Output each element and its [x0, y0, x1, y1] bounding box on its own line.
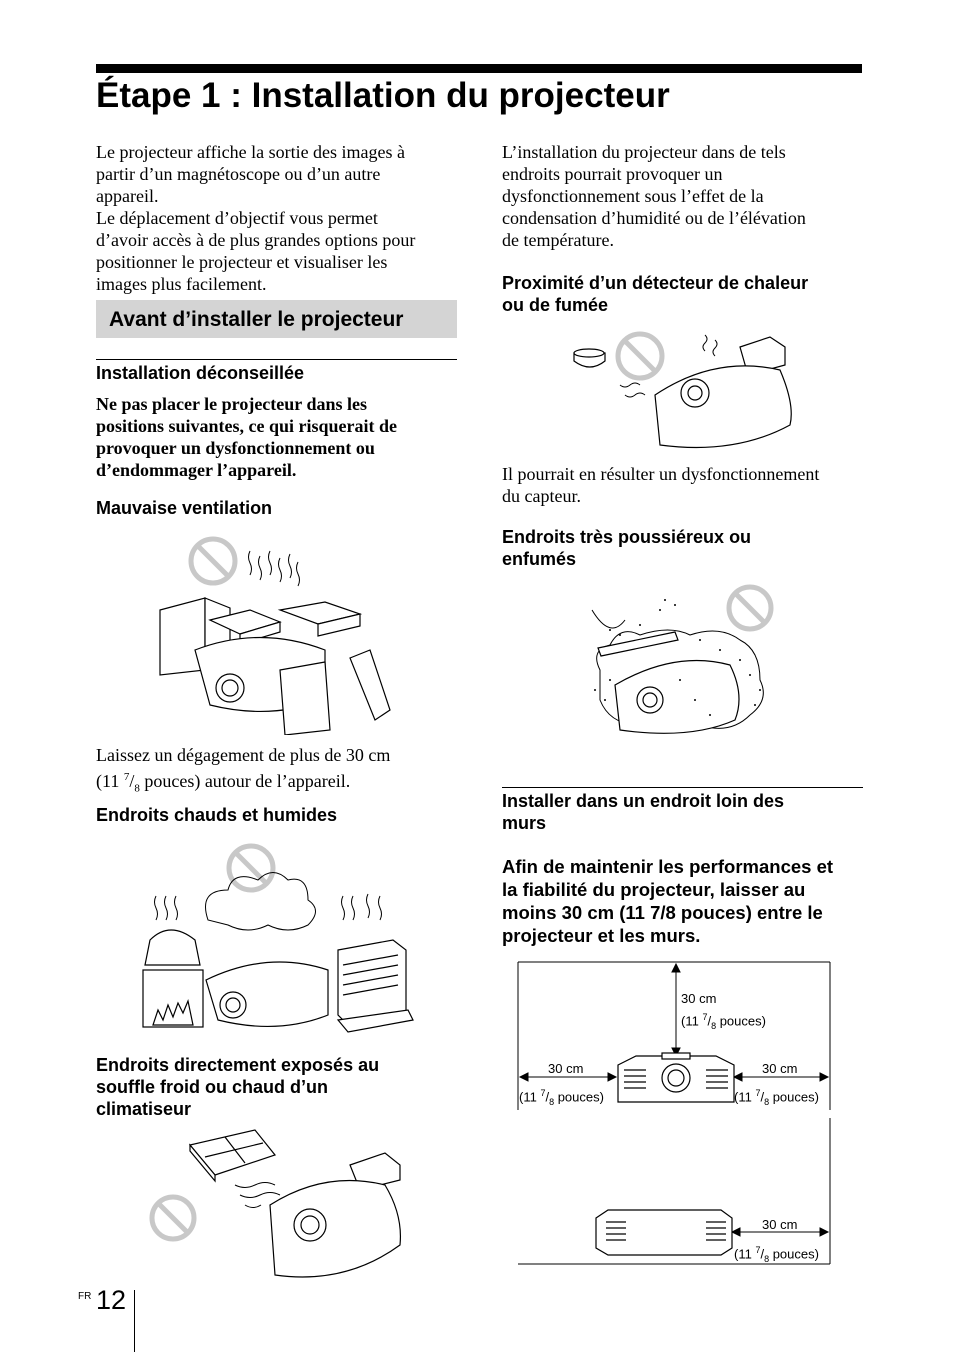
detector-line: Il pourrait en résulter un dysfonctionnement: [502, 464, 820, 484]
divider: [502, 787, 863, 788]
fraction-num: 7: [702, 1012, 708, 1022]
label-top-inch: [681, 1009, 766, 1034]
intro-line: images plus facilement.: [96, 274, 267, 294]
label-side-cm: 30 cm: [762, 1217, 798, 1232]
fraction-den: 8: [549, 1096, 555, 1107]
text-fragment: (11: [734, 1089, 756, 1105]
detector-line: du capteur.: [502, 486, 581, 506]
heading-line: Endroits directement exposés au: [96, 1055, 380, 1075]
heading-line: murs: [502, 813, 547, 833]
text-fragment: pouces): [716, 1013, 766, 1029]
intro-paragraph: [96, 141, 466, 295]
intro-line: appareil.: [96, 186, 159, 206]
fraction-slash: /: [707, 1013, 712, 1029]
text-fragment: pouces) autour de l’appareil.: [139, 771, 351, 791]
label-right-inch: [734, 1085, 819, 1110]
air-conditioner-illustration: [145, 1125, 410, 1285]
heading-hot-humid: Endroits chauds et humides: [96, 805, 338, 825]
smoke-detector-illustration: [570, 325, 795, 455]
heading-smoke-detector: [502, 272, 872, 316]
text-fragment: (11: [734, 1246, 756, 1262]
intro-line: Le projecteur affiche la sortie des images à: [96, 142, 406, 162]
fraction-num: 7: [755, 1088, 761, 1098]
label-left-cm: 30 cm: [548, 1061, 584, 1076]
page-number: 12: [96, 1285, 127, 1315]
intro-line: de température.: [502, 230, 614, 250]
intro-line: endroits pourrait provoquer un: [502, 164, 723, 184]
label-right-cm: 30 cm: [762, 1061, 798, 1076]
fraction-num: 7: [755, 1245, 761, 1255]
heading-line: enfumés: [502, 549, 577, 569]
footer-rule: [134, 1290, 135, 1352]
heading-line: ou de fumée: [502, 295, 609, 315]
prohibited-icon: [229, 846, 273, 890]
subsection-title: Installation déconseillée: [96, 363, 305, 383]
section-title: Avant d’installer le projecteur: [109, 308, 404, 331]
walls-line: la fiabilité du projecteur, laisser au: [502, 879, 806, 900]
warning-line: Ne pas placer le projecteur dans les: [96, 394, 367, 414]
ventilation-text: [96, 744, 476, 800]
title-bar-rule: [96, 64, 862, 73]
intro-line: Le déplacement d’objectif vous permet: [96, 208, 378, 228]
fraction-num: 7: [540, 1088, 546, 1098]
heading-line: Endroits très poussiéreux ou: [502, 527, 752, 547]
prohibited-icon: [152, 1197, 194, 1239]
fraction-slash: /: [760, 1089, 765, 1105]
fraction-den: 8: [134, 782, 140, 795]
projector-side-view: [596, 1210, 732, 1255]
right-intro-paragraph: [502, 141, 872, 251]
warning-line: d’endommager l’appareil.: [96, 460, 297, 480]
fraction-slash: /: [760, 1246, 765, 1262]
walls-line: moins 30 cm (11 7/8 pouces) entre le: [502, 902, 823, 923]
fraction-slash: /: [545, 1089, 550, 1105]
section-header: [96, 300, 457, 338]
intro-line: condensation d’humidité ou de l’élévation: [502, 208, 806, 228]
text-fragment: pouces): [554, 1089, 604, 1105]
heading-dusty: [502, 526, 872, 570]
heading-air-conditioner: [96, 1054, 476, 1120]
page-title: Étape 1 : Installation du projecteur: [96, 76, 670, 115]
fraction-den: 8: [764, 1253, 770, 1264]
prohibited-icon: [729, 587, 771, 629]
heading-ventilation: Mauvaise ventilation: [96, 498, 273, 518]
fraction-slash: /: [129, 771, 135, 791]
prohibited-icon: [618, 334, 662, 378]
intro-line: dysfonctionnement sous l’effet de la: [502, 186, 764, 206]
ventilation-line: Laissez un dégagement de plus de 30 cm: [96, 745, 391, 765]
warning-line: provoquer un dysfonctionnement ou: [96, 438, 375, 458]
intro-line: d’avoir accès à de plus grandes options pour: [96, 230, 416, 250]
detector-text: [502, 463, 872, 507]
page-language-code: FR: [78, 1291, 92, 1302]
fraction-den: 8: [711, 1020, 717, 1031]
label-top-cm: 30 cm: [681, 991, 717, 1006]
heading-line: climatiseur: [96, 1099, 192, 1119]
dusty-illustration: [580, 580, 785, 745]
warning-line: positions suivantes, ce qui risquerait de: [96, 416, 398, 436]
label-left-inch: [519, 1085, 604, 1110]
divider: [96, 359, 457, 360]
hot-humid-illustration: [138, 840, 418, 1040]
heading-walls: [502, 790, 872, 834]
text-fragment: (11: [681, 1013, 703, 1029]
warning-paragraph: [96, 393, 466, 481]
prohibited-icon: [191, 539, 235, 583]
intro-line: L’installation du projecteur dans de tels: [502, 142, 786, 162]
text-fragment: (11: [96, 771, 124, 791]
ventilation-line: [96, 766, 476, 800]
heading-line: souffle froid ou chaud d’un: [96, 1077, 328, 1097]
heading-line: Installer dans un endroit loin des: [502, 791, 785, 811]
text-fragment: pouces): [769, 1089, 819, 1105]
text-fragment: (11: [519, 1089, 541, 1105]
walls-line: projecteur et les murs.: [502, 925, 701, 946]
ventilation-illustration: [150, 530, 400, 735]
intro-line: positionner le projecteur et visualiser les: [96, 252, 388, 272]
intro-line: partir d’un magnétoscope ou d’un autre: [96, 164, 381, 184]
text-fragment: pouces): [769, 1246, 819, 1262]
fraction-num: 7: [123, 771, 130, 783]
projector-front-view: [618, 1053, 734, 1102]
heading-line: Proximité d’un détecteur de chaleur: [502, 273, 809, 293]
walls-paragraph: [502, 855, 872, 947]
walls-line: Afin de maintenir les performances et: [502, 856, 834, 877]
fraction-den: 8: [764, 1096, 770, 1107]
label-side-inch: [734, 1242, 819, 1267]
